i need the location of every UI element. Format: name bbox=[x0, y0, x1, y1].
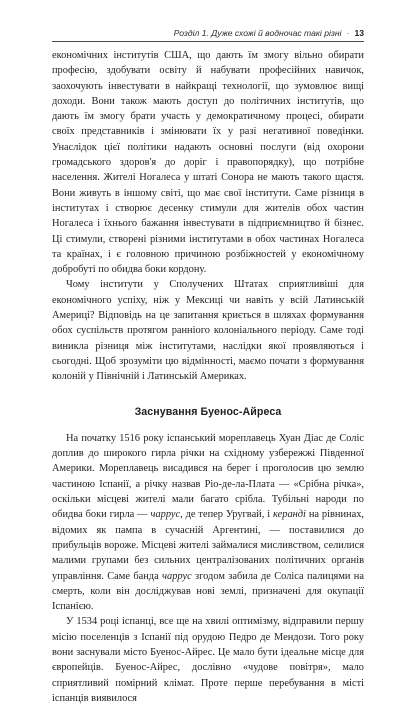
page-body bbox=[52, 48, 364, 706]
running-title: Розділ 1. Дуже схожі й водночас такі різні bbox=[173, 28, 342, 38]
paragraph-continued: економічних інститутів США, що дають їм змогу вільно обирати професію, здобувати освіту й набувати професійних навичок, заохочують інвестувати в найкращі технології, що зумовлює вищі доходи. Вони також мають доступ до політичних інститутів, що дають їм змогу брати участь у демократичному процесі, обирати своїх представників і змінювати їх у разі негативної поведінки. Унаслідок цієї політики надають основні послуги (від охорони громадського здоров'я до доріг і правопорядку), що потрібне населення. Жителі Ногалеса у штаті Сонора не мають такого щастя. Вони живуть в іншому світі, що має свої інститути. Саме різниця в інститутах і створює десенку стимули для жителів обох частин Ногалеса і їхнього бажання інвестувати в підприємництво й бізнес. Ці стимули, створені різними інститутами в обох частинах Ногалеса та країнах, і є головною причиною розбіжностей у економічному добробуті по обидва боки кордону. bbox=[52, 50, 364, 276]
page-number: 13 bbox=[354, 28, 364, 38]
italic-term: чаррус bbox=[162, 570, 192, 582]
italic-term: керанді bbox=[273, 509, 306, 521]
paragraph-text: на рівнинах, відомих як пампа в сучасній Аргентині, — поставилися до прибульців вороже. Місцеві жителі займалися мисливством, селилися малими групами без сильних централізованих політичних органів управління. Саме банда bbox=[52, 509, 365, 582]
italic-term: чаррус bbox=[150, 509, 181, 521]
paragraph-text: , де тепер Уругвай, і bbox=[180, 509, 274, 521]
paragraph-text: На початку 1516 року іспанський мореплавець Хуан Діас де Соліс доплив до широкого гирла річки на східному узбережжі Південної Америки. Мореплавець висадився на берег і проголосив цю землю частиною Іспанії, а річку назвав Ріо-де-ла-Плата — «Срібна річка», оскільки місцеві жителі мали багато срібла. Тубільні народи по обидва боки гирла — bbox=[52, 432, 364, 521]
paragraph-buenos-aires-founding: У 1534 році іспанці, все ще на хвилі оптимізму, відправили першу місію поселенців з Іспанії під орудою Педро де Мендози. Того року вони заснували місто Буенос-Айрес. Це мало бути ідеальне місце для європейців. Буенос-Айрес, дослівно «чудове повітря», мало сприятливий помірний клімат. Проте перше перебування в місті іспанців виявилося bbox=[52, 616, 364, 704]
running-header bbox=[52, 24, 364, 42]
paragraph-text: згодом забила де Соліса палицями на смерть, коли він досліджував нові землі, призначені для окупації Іспанією. bbox=[52, 570, 364, 613]
paragraph-institutions-question: Чому інститути у Сполучених Штатах сприятливіші для економічного успіху, ніж у Мексиці чи навіть у всій Латинській Америці? Відповідь на це запитання криється в шляхах формування обох суспільств протягом ранніого колоніального періоду. Саме тоді виникла різниця між інститутами, наслідки якої проявляються і сьогодні. Щоб зрозуміти цю відмінності, маємо почати з формування колоній у Північній і Латинській Америках. bbox=[52, 279, 364, 383]
paragraph-de-solis bbox=[52, 431, 364, 615]
section-heading: Заснування Буенос-Айреса bbox=[134, 405, 282, 418]
header-separator: · bbox=[346, 28, 350, 38]
